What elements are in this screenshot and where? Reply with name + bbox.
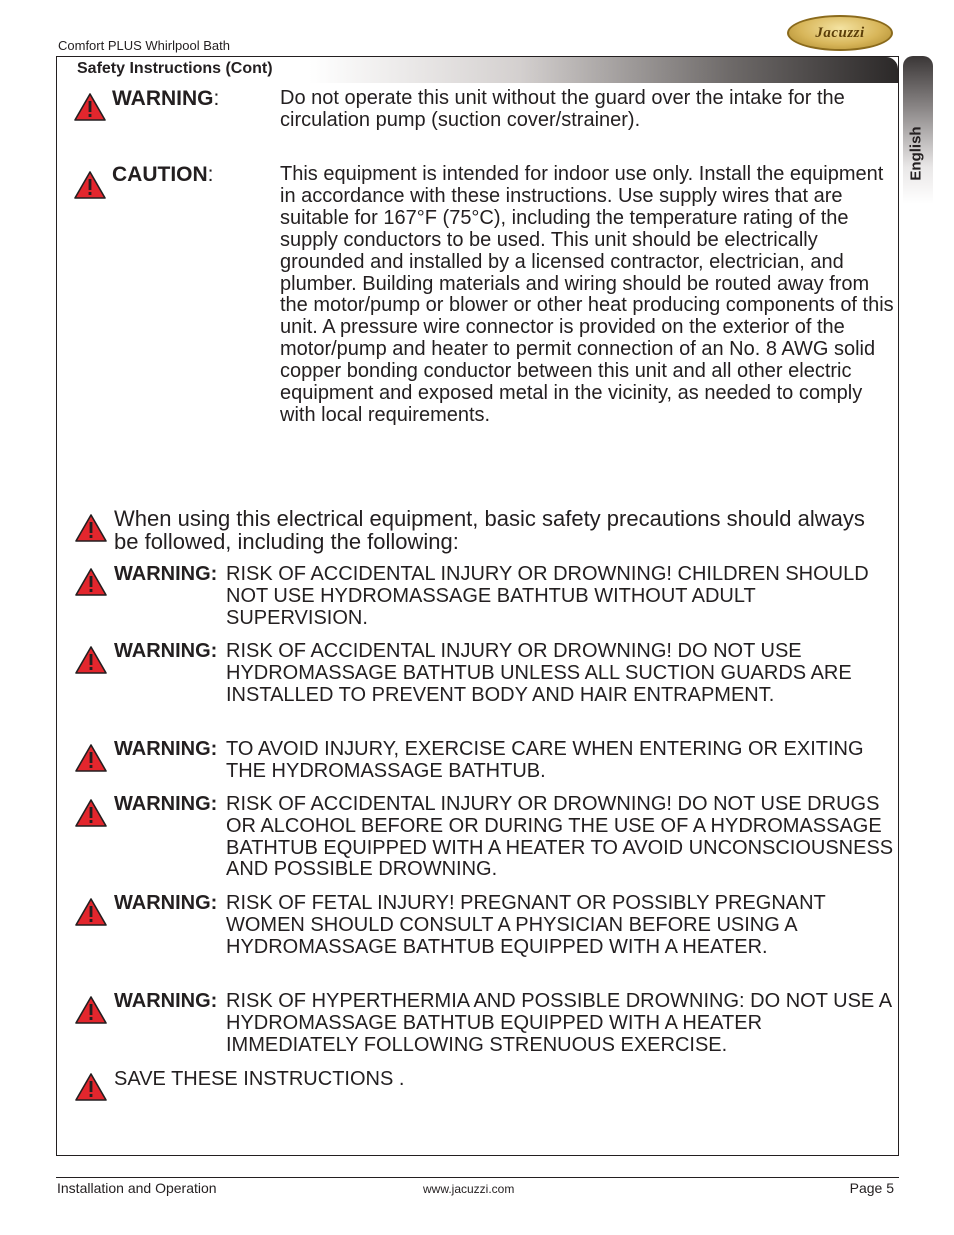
- warning-triangle-icon: [74, 798, 108, 828]
- warning-text: RISK OF ACCIDENTAL INJURY OR DROWNING! DO NOT USE HYDROMASSAGE BATHTUB UNLESS ALL SUCTION GUARDS ARE INSTALLED TO PREVENT BODY AND HAIR ENTRAPMENT.: [226, 640, 852, 706]
- section-title: Safety Instructions (Cont): [77, 60, 273, 77]
- notice-label: WARNING:: [112, 87, 220, 110]
- jacuzzi-logo: [787, 15, 893, 51]
- warning-item: [114, 794, 894, 881]
- warning-text: RISK OF HYPERTHERMIA AND POSSIBLE DROWNING: DO NOT USE A HYDROMASSAGE BATHTUB EQUIPPED WITH A HEATER IMMEDIATELY FOLLOWING STRENUOUS EXERCISE.: [226, 990, 891, 1056]
- warning-triangle-icon: [74, 567, 108, 597]
- warning-triangle-icon: [74, 1072, 108, 1102]
- warning-label: WARNING:: [114, 738, 218, 760]
- notice-text: This equipment is intended for indoor use only. Install the equipment in accordance with these instructions. Use supply wires that are suitable for 167°F (75°C), including the temperature rating of the supply conductors to be used. This unit should be electrically grounded and installed by a licensed contractor, electrician, and plumber. Building materials and wiring should be routed away from the motor/pump or blower or other heat producing components of this unit. A pressure wire connector is provided on the exterior of the motor/pump and heater to permit connection of an No. 8 AWG solid copper bonding conductor between this unit and all other electric equipment and exposed metal in the vicinity, as needed to comply with local requirements.: [280, 163, 894, 426]
- warning-item: [114, 564, 894, 629]
- warning-label: WARNING:: [114, 563, 218, 585]
- warning-item: [114, 641, 894, 706]
- notice-text: Do not operate this unit without the guard over the intake for the circulation pump (suction cover/strainer).: [280, 87, 845, 131]
- warning-triangle-icon: [74, 645, 108, 675]
- warning-label: WARNING:: [114, 640, 218, 662]
- footer-divider: [56, 1177, 899, 1178]
- warning-triangle-icon: [73, 170, 107, 200]
- footer-page-number: Page 5: [849, 1180, 894, 1196]
- warning-text: RISK OF FETAL INJURY! PREGNANT OR POSSIBLY PREGNANT WOMEN SHOULD CONSULT A PHYSICIAN BEFORE USING A HYDROMASSAGE BATHTUB EQUIPPED WITH A HEATER.: [226, 892, 826, 958]
- warning-item: [114, 893, 894, 958]
- warning-triangle-icon: [74, 743, 108, 773]
- notice-label: CAUTION:: [112, 163, 214, 186]
- footer-website: www.jacuzzi.com: [423, 1182, 515, 1196]
- warning-text: RISK OF ACCIDENTAL INJURY OR DROWNING! CHILDREN SHOULD NOT USE HYDROMASSAGE BATHTUB WITHOUT ADULT SUPERVISION.: [226, 563, 869, 629]
- warning-triangle-icon: [73, 92, 107, 122]
- document-title: Comfort PLUS Whirlpool Bath: [58, 38, 230, 53]
- warning-label: WARNING:: [114, 990, 218, 1012]
- warning-triangle-icon: [74, 513, 108, 543]
- warning-triangle-icon: [74, 897, 108, 927]
- warning-item: [114, 739, 894, 783]
- footer-manual-name: Installation and Operation: [57, 1180, 217, 1196]
- language-tab-label-wrap: [906, 118, 926, 188]
- language-tab-label: English: [907, 125, 925, 181]
- warning-triangle-icon: [74, 995, 108, 1025]
- warning-text: RISK OF ACCIDENTAL INJURY OR DROWNING! DO NOT USE DRUGS OR ALCOHOL BEFORE OR DURING THE USE OF A HYDROMASSAGE BATHTUB EQUIPPED WITH A HEATER TO AVOID UNCONSCIOUSNESS AND POSSIBLE DROWNING.: [226, 793, 894, 881]
- precautions-intro: When using this electrical equipment, basic safety precautions should always be followed, including the following:: [114, 506, 865, 554]
- save-instructions: SAVE THESE INSTRUCTIONS .: [114, 1068, 405, 1090]
- logo-text: Jacuzzi: [815, 24, 865, 41]
- warning-label: WARNING:: [114, 892, 218, 914]
- warning-item: [114, 991, 894, 1056]
- warning-label: WARNING:: [114, 793, 218, 815]
- warning-text: TO AVOID INJURY, EXERCISE CARE WHEN ENTERING OR EXITING THE HYDROMASSAGE BATHTUB.: [226, 738, 864, 782]
